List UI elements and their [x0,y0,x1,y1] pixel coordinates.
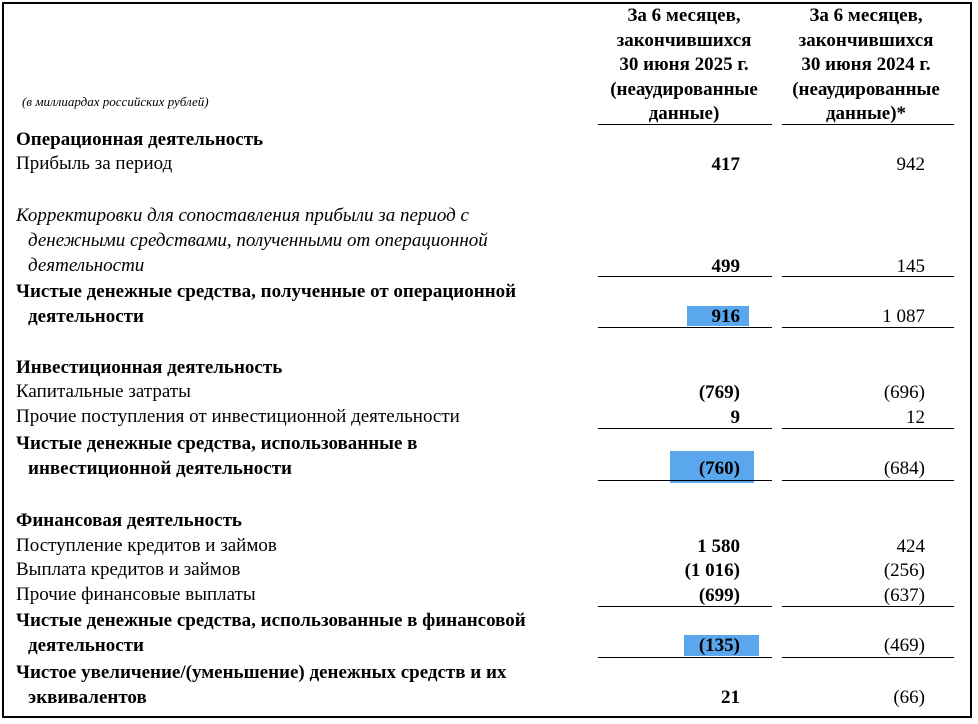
rule-financing-net-2024 [782,657,954,658]
value-2024-operating-net: 1 087 [882,306,925,327]
rule-operating-net-2025 [598,327,772,328]
row-label-loans-in: Поступление кредитов и займов [16,535,277,556]
row-label-adjustments-line1: Корректировки для сопоставления прибыли за период с [16,205,469,226]
rule-investing-net-2024 [782,480,954,481]
value-2025-operating-net: 916 [711,306,740,327]
row-label-financing-net-line2: деятельности [28,635,144,656]
value-2025-financing-other: (699) [698,585,740,606]
row-label-adjustments-line2: денежными средствами, полученными от операционной [28,230,488,251]
rule-financing-sub-2025 [598,606,772,607]
rule-investing-sub-2025 [598,428,772,429]
value-2024-investing-other: 12 [906,407,925,428]
units-note: (в миллиардах российских рублей) [22,94,209,109]
rule-financing-net-2025 [598,657,772,658]
rule-financing-sub-2024 [782,606,954,607]
value-2025-loans-in: 1 580 [697,536,740,557]
section-title-operating: Операционная деятельность [16,129,264,150]
value-2025-adjustments: 499 [711,256,740,277]
rule-investing-sub-2024 [782,428,954,429]
value-2025-profit: 417 [711,154,740,175]
rule-operating-sub-2025 [598,276,772,277]
column-header-2024: За 6 месяцев, закончившихся 30 июня 2024 г. (неаудированные данные)* [792,5,940,124]
row-label-total-line1: Чистое увеличение/(уменьшение) денежных средств и их [16,662,507,683]
value-2024-total: (66) [893,687,925,708]
row-label-investing-net-line2: инвестиционной деятельности [28,458,292,479]
value-2025-investing-other: 9 [730,407,740,428]
section-title-financing: Финансовая деятельность [16,510,242,531]
row-label-investing-other: Прочие поступления от инвестиционной деятельности [16,406,460,427]
header-rule-2024 [782,124,954,125]
row-label-adjustments-line3: деятельности [28,255,145,276]
row-label-loans-out: Выплата кредитов и займов [16,559,241,580]
row-label-capex: Капитальные затраты [16,381,191,402]
value-2024-financing-other: (637) [883,585,925,606]
value-2024-loans-out: (256) [883,560,925,581]
value-2024-profit: 942 [896,154,925,175]
value-2024-capex: (696) [883,382,925,403]
row-label-investing-net-line1: Чистые денежные средства, использованные в [16,433,418,454]
value-2024-investing-net: (684) [883,458,925,479]
row-label-operating-net-line1: Чистые денежные средства, полученные от операционной [16,281,517,302]
row-label-total-line2: эквивалентов [28,687,147,708]
value-2025-loans-out: (1 016) [684,560,740,581]
rule-operating-sub-2024 [782,276,954,277]
column-header-2025: За 6 месяцев, закончившихся 30 июня 2025 г. (неаудированные данные) [610,5,758,124]
value-2025-financing-net: (135) [698,635,740,656]
value-2025-investing-net: (760) [698,458,740,479]
header-rule-2025 [598,124,772,125]
section-title-investing: Инвестиционная деятельность [16,357,283,378]
row-label-profit: Прибыль за период [16,153,173,174]
rule-investing-net-2025 [598,480,772,481]
row-label-financing-net-line1: Чистые денежные средства, использованные в финансовой [16,610,526,631]
value-2025-total: 21 [721,687,740,708]
value-2025-capex: (769) [698,382,740,403]
value-2024-financing-net: (469) [883,635,925,656]
row-label-operating-net-line2: деятельности [28,306,144,327]
row-label-financing-other: Прочие финансовые выплаты [16,584,256,605]
rule-operating-net-2024 [782,327,954,328]
value-2024-adjustments: 145 [896,256,925,277]
value-2024-loans-in: 424 [896,536,925,557]
